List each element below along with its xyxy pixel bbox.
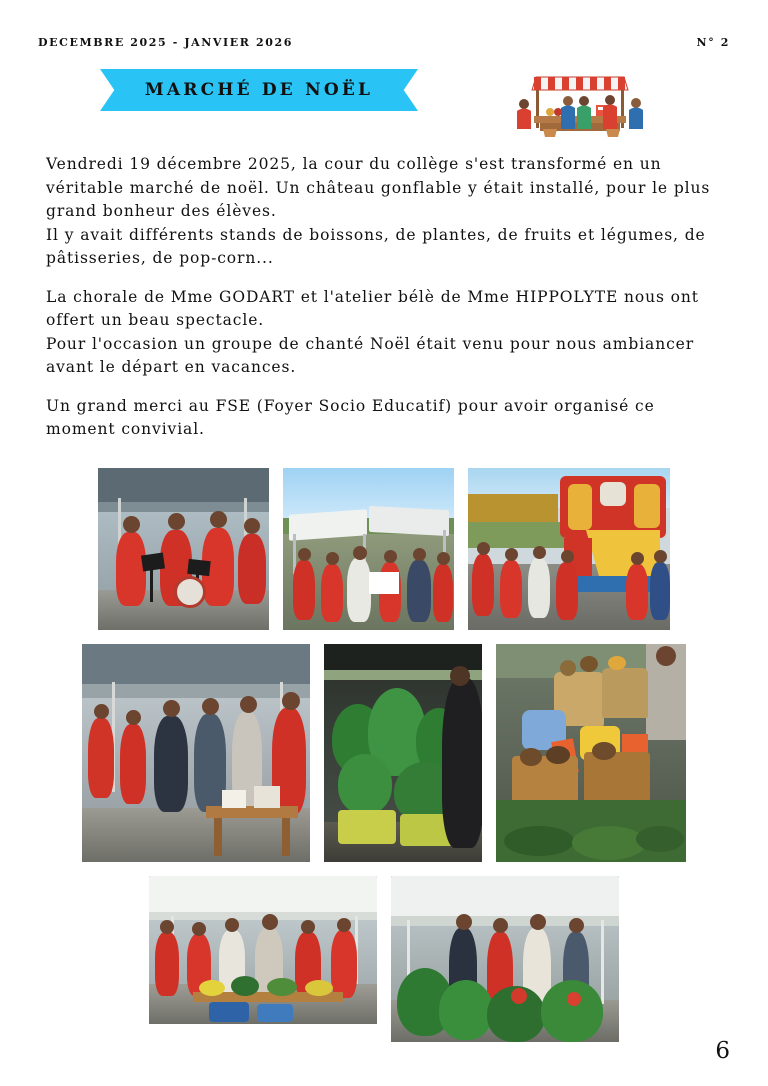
christmas-market-illustration (510, 59, 650, 139)
article-paragraph-5: Un grand merci au FSE (Foyer Socio Educatif) pour avoir organisé ce moment convivial. (46, 396, 655, 439)
banner-title: MARCHÉ DE NOËL (144, 80, 374, 100)
article-paragraph-2: Il y avait différents stands de boissons, de plantes, de fruits et légumes, de pâtisseries, de pop-corn... (46, 225, 706, 268)
article-body (46, 153, 724, 442)
photo-stand-patisseries (82, 644, 310, 862)
photo-marche-tente-2 (391, 876, 619, 1042)
photo-row-3 (34, 876, 734, 1042)
article-paragraph-1: Vendredi 19 décembre 2025, la cour du collège s'est transformé en un véritable marché de noël. Un château gonflable y était installé, pour le plus grand bonheur des élèves. (46, 155, 711, 221)
photo-stand-plantes (324, 644, 482, 862)
header-date-range: DECEMBRE 2025 - JANVIER 2026 (38, 36, 293, 49)
article-paragraph-4: Pour l'occasion un groupe de chanté Noël était venu pour nous ambiancer avant le départ en vacances. (46, 334, 695, 377)
photo-row-1 (34, 468, 734, 630)
photo-stands-tentes (283, 468, 454, 630)
photo-gallery (34, 468, 734, 1042)
photo-chateau-gonflable (468, 468, 670, 630)
header-issue-number: N° 2 (696, 36, 730, 49)
banner-zone (34, 59, 734, 137)
photo-choir-performance (98, 468, 269, 630)
photo-row-2 (34, 644, 734, 862)
photo-marche-tente-1 (149, 876, 377, 1024)
photo-stand-fruits-legumes (496, 644, 686, 862)
page-header (34, 30, 734, 49)
page-number: 6 (715, 1038, 730, 1064)
banner-ribbon (100, 69, 418, 111)
article-paragraph-3: La chorale de Mme GODART et l'atelier bélè de Mme HIPPOLYTE nous ont offert un beau spectacle. (46, 287, 699, 330)
